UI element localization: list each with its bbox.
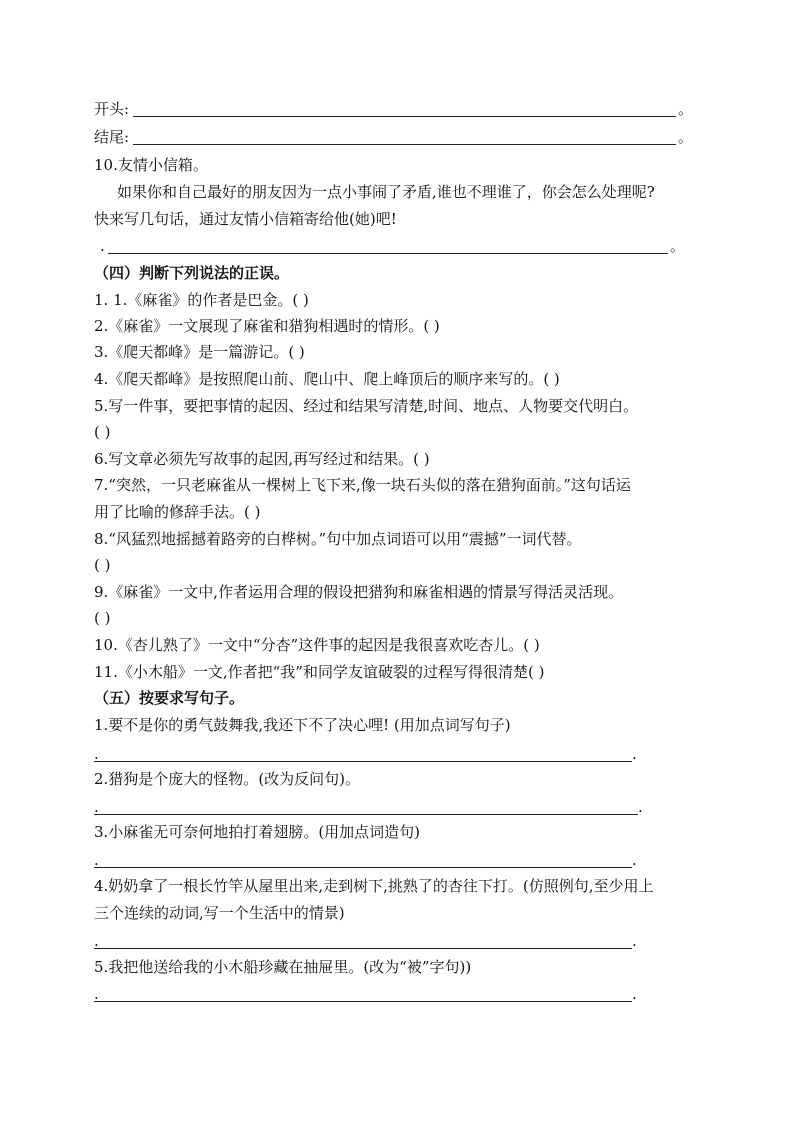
- sentence-q4-dot-end: .: [632, 932, 637, 950]
- judge-item: 11.《小木船》一文,作者把“我”和同学友谊破裂的过程写得很清楚( ): [94, 663, 545, 681]
- judge-item: 7.“突然，一只老麻雀从一棵树上飞下来,像一块石头似的落在猎狗面前。”这句话运: [94, 476, 631, 494]
- q10-prompt-line1: 如果你和自己最好的朋友因为一点小事闹了矛盾,谁也不理谁了，你会怎么处理呢?: [117, 183, 655, 201]
- sentence-q2: 2.猎狗是个庞大的怪物。(改为反问句)。: [94, 770, 361, 788]
- sentence-q3: 3.小麻雀无可奈何地拍打着翅膀。(用加点词造句): [94, 823, 421, 841]
- sentence-q2-answer-line[interactable]: [94, 814, 638, 815]
- q10-answer-line[interactable]: [108, 253, 668, 254]
- sentence-q4-line2: 三个连续的动词,写一个生活中的情景): [94, 904, 345, 922]
- sentence-q1-dot-end: .: [632, 745, 637, 763]
- judge-item: 1. 1.《麻雀》的作者是巴金。( ): [94, 291, 309, 309]
- judge-item: 2.《麻雀》一文展现了麻雀和猎狗相遇时的情形。( ): [94, 317, 440, 335]
- judge-item: 6.写文章必须先写故事的起因,再写经过和结果。( ): [94, 450, 430, 468]
- ending-label: 结尾:: [94, 128, 130, 146]
- sentence-q5-answer-line[interactable]: [94, 1001, 632, 1002]
- ending-end-mark: 。: [678, 128, 694, 146]
- sentence-q2-dot-start: .: [94, 798, 99, 816]
- sentence-q3-answer-line[interactable]: [94, 867, 632, 868]
- judge-item: 3.《爬天都峰》是一篇游记。( ): [94, 343, 305, 361]
- judge-item: 5.写一件事，要把事情的起因、经过和结果写清楚,时间、地点、人物要交代明白。: [94, 397, 639, 415]
- judge-item-cont: 用了比喻的修辞手法。( ): [94, 503, 261, 521]
- judge-item-bracket: ( ): [94, 423, 111, 441]
- sentence-q1-answer-line[interactable]: [94, 761, 632, 762]
- sentence-q4-line1: 4.奶奶拿了一根长竹竿从屋里出来,走到树下,挑熟了的杏往下打。(仿照例句,至少用上: [94, 877, 654, 895]
- ending-answer-line[interactable]: [133, 144, 676, 145]
- q10-answer-start: .: [100, 237, 105, 255]
- opening-label: 开头:: [94, 100, 130, 118]
- judge-item: 9.《麻雀》一文中,作者运用合理的假设把猎狗和麻雀相遇的情景写得活灵活现。: [94, 583, 624, 601]
- sentence-q1: 1.要不是你的勇气鼓舞我,我还下不了决心哩! (用加点词写句子): [94, 716, 511, 734]
- judge-item: 4.《爬天都峰》是按照爬山前、爬山中、爬上峰顶后的顺序来写的。( ): [94, 370, 560, 388]
- sentence-q2-dot-end: .: [638, 798, 643, 816]
- sentence-q5: 5.我把他送给我的小木船珍藏在抽屉里。(改为“被”字句)): [94, 958, 472, 976]
- section4-title: （四）判断下列说法的正误。: [94, 264, 290, 282]
- judge-item-bracket: ( ): [94, 609, 111, 627]
- sentence-q4-answer-line[interactable]: [94, 948, 632, 949]
- sentence-q1-dot-start: .: [94, 745, 99, 763]
- q10-answer-end: 。: [670, 237, 686, 255]
- q10-title: 10.友情小信箱。: [94, 156, 208, 174]
- sentence-q3-dot-end: .: [632, 851, 637, 869]
- opening-answer-line[interactable]: [133, 116, 676, 117]
- section5-title: （五）按要求写句子。: [94, 689, 245, 707]
- judge-item: 8.“风猛烈地摇撼着路旁的白桦树。”句中加点词语可以用“震撼”一词代替。: [94, 530, 582, 548]
- judge-item-bracket: ( ): [94, 556, 111, 574]
- sentence-q3-dot-start: .: [94, 851, 99, 869]
- sentence-q5-dot-end: .: [632, 985, 637, 1003]
- judge-item: 10.《杏儿熟了》一文中“分杏”这件事的起因是我很喜欢吃杏儿。( ): [94, 636, 540, 654]
- sentence-q5-dot-start: .: [94, 985, 99, 1003]
- sentence-q4-dot-start: .: [94, 932, 99, 950]
- opening-end-mark: 。: [678, 100, 694, 118]
- q10-prompt-line2: 快来写几句话，通过友情小信箱寄给他(她)吧!: [94, 210, 397, 228]
